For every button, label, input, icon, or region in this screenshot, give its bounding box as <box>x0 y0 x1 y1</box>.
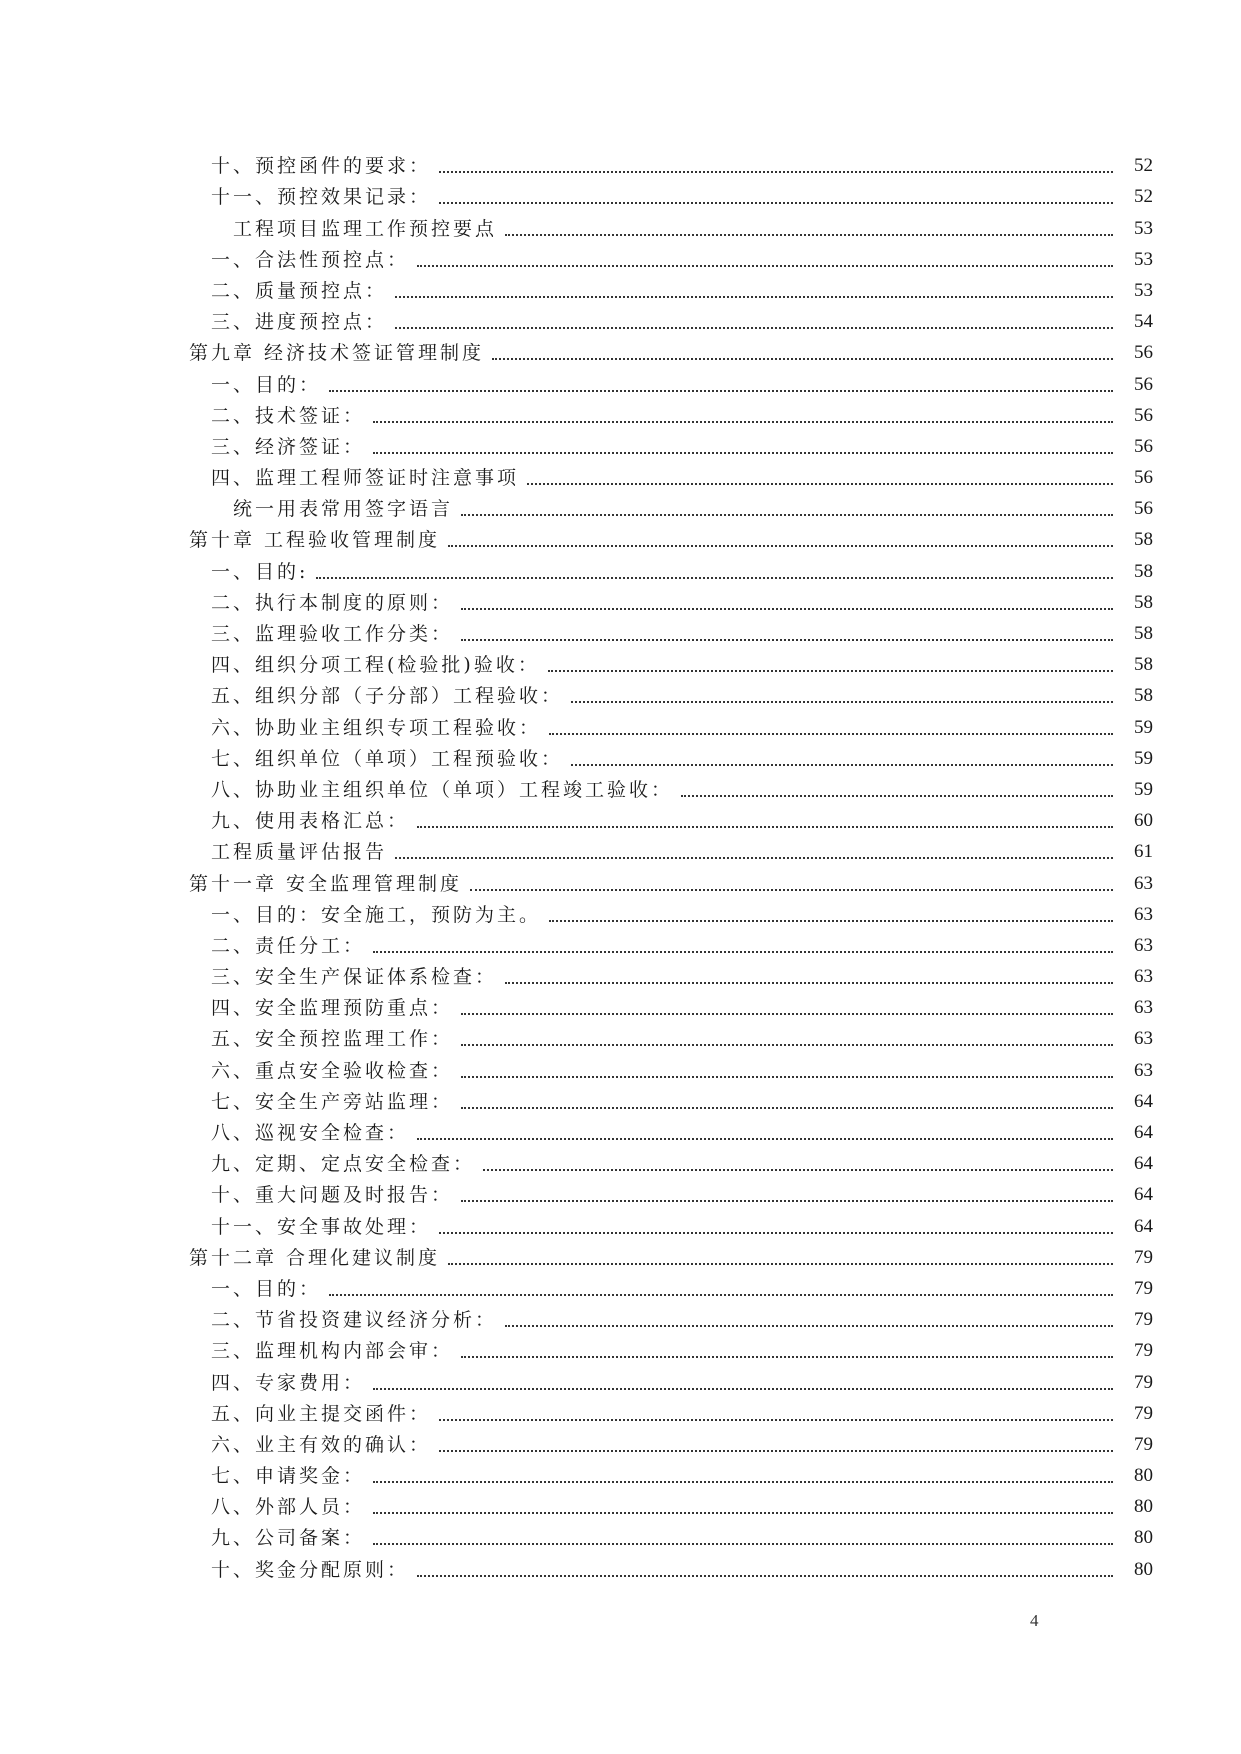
toc-entry-page: 58 <box>1134 560 1153 582</box>
toc-entry[interactable] <box>0 745 1241 776</box>
toc-entry[interactable] <box>0 1368 1241 1399</box>
toc-dot-leader <box>417 1571 1113 1577</box>
toc-entry[interactable] <box>0 1462 1241 1493</box>
toc-entry[interactable] <box>0 838 1241 869</box>
toc-entry[interactable] <box>0 1244 1241 1275</box>
toc-dot-leader <box>461 1103 1113 1109</box>
toc-entry-title: 八、外部人员： <box>211 1496 366 1519</box>
toc-dot-leader <box>439 1446 1113 1452</box>
toc-dot-leader <box>461 1040 1113 1046</box>
toc-entry-page: 64 <box>1134 1184 1153 1206</box>
toc-entry[interactable] <box>0 932 1241 963</box>
toc-entry-title: 一、目的： <box>211 1277 322 1300</box>
toc-entry-page: 59 <box>1134 747 1153 769</box>
toc-entry-page: 63 <box>1134 1059 1153 1081</box>
toc-entry-page: 80 <box>1134 1558 1153 1580</box>
toc-entry-title: 十一、预控效果记录： <box>211 186 432 209</box>
toc-entry-title: 第九章 经济技术签证管理制度 <box>189 342 485 365</box>
toc-entry[interactable] <box>0 1524 1241 1555</box>
toc-entry-page: 56 <box>1134 467 1153 489</box>
toc-entry[interactable] <box>0 1306 1241 1337</box>
toc-dot-leader <box>373 1384 1113 1390</box>
toc-entry-title: 二、质量预控点： <box>211 279 388 302</box>
toc-entry-page: 64 <box>1134 1122 1153 1143</box>
toc-entry-title: 二、节省投资建议经济分析： <box>211 1309 498 1332</box>
toc-dot-leader <box>492 354 1113 360</box>
toc-entry[interactable] <box>0 526 1241 557</box>
toc-entry[interactable] <box>0 1088 1241 1119</box>
toc-dot-leader <box>316 573 1113 579</box>
toc-entry-title: 四、监理工程师签证时注意事项 <box>211 467 520 490</box>
toc-entry[interactable] <box>0 1056 1241 1087</box>
toc-entry-title: 十一、安全事故处理： <box>211 1215 432 1238</box>
toc-entry-page: 63 <box>1134 1028 1153 1050</box>
toc-dot-leader <box>461 1009 1113 1015</box>
toc-entry[interactable] <box>0 1275 1241 1306</box>
toc-dot-leader <box>439 167 1113 173</box>
toc-entry[interactable] <box>0 339 1241 370</box>
toc-entry[interactable] <box>0 214 1241 245</box>
toc-entry[interactable] <box>0 433 1241 464</box>
toc-entry-page: 63 <box>1134 966 1153 988</box>
toc-entry-title: 七、安全生产旁站监理： <box>211 1090 454 1113</box>
toc-entry-page: 52 <box>1134 155 1153 177</box>
toc-entry-page: 79 <box>1134 1309 1153 1331</box>
toc-entry-page: 58 <box>1134 591 1153 613</box>
toc-entry-page: 58 <box>1134 623 1153 644</box>
toc-dot-leader <box>461 604 1113 610</box>
toc-entry[interactable] <box>0 869 1241 900</box>
toc-entry-page: 80 <box>1134 1496 1153 1518</box>
toc-entry-title: 第十一章 安全监理管理制度 <box>189 872 463 895</box>
toc-entry[interactable] <box>0 620 1241 651</box>
toc-entry-page: 54 <box>1134 311 1153 333</box>
toc-dot-leader <box>373 417 1113 423</box>
toc-entry[interactable] <box>0 807 1241 838</box>
toc-entry[interactable] <box>0 152 1241 183</box>
toc-entry-title: 工程项目监理工作预控要点 <box>233 217 498 240</box>
toc-entry-title: 十、重大问题及时报告： <box>211 1184 454 1207</box>
toc-dot-leader <box>373 1477 1113 1483</box>
toc-dot-leader <box>417 822 1113 828</box>
toc-dot-leader <box>461 1072 1113 1078</box>
toc-entry-page: 56 <box>1134 404 1153 426</box>
toc-entry-title: 五、组织分部（子分部）工程验收： <box>211 685 564 708</box>
toc-entry-title: 五、向业主提交函件： <box>211 1402 432 1425</box>
toc-entry-title: 六、业主有效的确认： <box>211 1433 432 1456</box>
toc-entry-title: 二、技术签证： <box>211 404 366 427</box>
toc-entry[interactable] <box>0 1025 1241 1056</box>
toc-entry[interactable] <box>0 1493 1241 1524</box>
toc-entry[interactable] <box>0 246 1241 277</box>
toc-entry-title: 统一用表常用签字语言 <box>233 498 454 521</box>
toc-dot-leader <box>439 1228 1113 1234</box>
toc-entry-title: 二、执行本制度的原则： <box>211 591 454 614</box>
toc-entry-page: 79 <box>1134 1371 1153 1393</box>
toc-entry-page: 56 <box>1134 498 1153 520</box>
toc-dot-leader <box>395 853 1113 859</box>
toc-dot-leader <box>395 292 1113 298</box>
toc-entry[interactable] <box>0 1431 1241 1462</box>
toc-entry-title: 三、监理机构内部会审： <box>211 1340 454 1363</box>
toc-entry-title: 一、目的: <box>211 560 309 583</box>
toc-dot-leader <box>571 697 1113 703</box>
toc-entry-title: 三、经济签证： <box>211 435 366 458</box>
toc-entry-title: 二、责任分工： <box>211 934 366 957</box>
toc-entry-title: 七、组织单位（单项）工程预验收： <box>211 747 564 770</box>
toc-dot-leader <box>448 1259 1113 1265</box>
toc-entry[interactable] <box>0 651 1241 682</box>
toc-entry-title: 十、预控函件的要求： <box>211 155 432 178</box>
toc-entry-page: 59 <box>1134 716 1153 738</box>
toc-entry-page: 60 <box>1134 810 1153 832</box>
toc-dot-leader <box>373 448 1113 454</box>
toc-entry-page: 63 <box>1134 934 1153 956</box>
toc-entry[interactable] <box>0 370 1241 401</box>
toc-entry-title: 三、安全生产保证体系检查： <box>211 966 498 989</box>
toc-entry-page: 64 <box>1134 1153 1153 1175</box>
toc-entry-page: 63 <box>1134 872 1153 894</box>
toc-entry-title: 六、重点安全验收检查： <box>211 1059 454 1082</box>
toc-entry-title: 六、协助业主组织专项工程验收： <box>211 716 542 739</box>
toc-entry-title: 十、奖金分配原则： <box>211 1558 410 1581</box>
toc-entry-title: 四、组织分项工程(检验批)验收： <box>211 654 540 677</box>
toc-entry-page: 56 <box>1134 373 1153 395</box>
toc-dot-leader <box>373 1539 1113 1545</box>
toc-dot-leader <box>373 947 1113 953</box>
toc-dot-leader <box>681 791 1113 797</box>
toc-dot-leader <box>548 666 1113 672</box>
toc-entry-title: 工程质量评估报告 <box>211 841 388 864</box>
toc-dot-leader <box>549 916 1113 922</box>
toc-dot-leader <box>571 760 1113 766</box>
toc-entry[interactable] <box>0 557 1241 588</box>
toc-dot-leader <box>373 1508 1113 1514</box>
toc-dot-leader <box>329 1290 1113 1296</box>
toc-entry[interactable] <box>0 495 1241 526</box>
toc-dot-leader <box>329 386 1113 392</box>
toc-entry[interactable] <box>0 901 1241 932</box>
toc-dot-leader <box>527 479 1113 485</box>
toc-entry[interactable] <box>0 1150 1241 1181</box>
toc-entry-page: 64 <box>1134 1090 1153 1112</box>
toc-dot-leader <box>461 1352 1113 1358</box>
toc-entry[interactable] <box>0 1555 1241 1586</box>
toc-entry-page: 79 <box>1134 1402 1153 1424</box>
toc-entry-page: 56 <box>1134 435 1153 457</box>
toc-entry[interactable] <box>0 1400 1241 1431</box>
toc-entry[interactable] <box>0 308 1241 339</box>
toc-entry-page: 80 <box>1134 1465 1153 1487</box>
toc-entry-title: 七、申请奖金： <box>211 1465 366 1488</box>
toc-entry-page: 53 <box>1134 279 1153 301</box>
page-number: 4 <box>1030 1611 1039 1630</box>
toc-entry-title: 第十二章 合理化建议制度 <box>189 1246 441 1269</box>
toc-entry-page: 58 <box>1134 685 1153 707</box>
toc-entry-title: 八、协助业主组织单位（单项）工程竣工验收： <box>211 778 674 801</box>
toc-entry-page: 79 <box>1134 1246 1153 1268</box>
toc-entry[interactable] <box>0 1119 1241 1150</box>
toc-dot-leader <box>395 323 1113 329</box>
table-of-contents <box>0 152 1241 1587</box>
toc-entry-title: 八、巡视安全检查： <box>211 1122 410 1144</box>
toc-dot-leader <box>505 1321 1113 1327</box>
toc-dot-leader <box>417 261 1113 267</box>
toc-entry-page: 80 <box>1134 1527 1153 1549</box>
toc-entry[interactable] <box>0 402 1241 433</box>
toc-entry[interactable] <box>0 1181 1241 1212</box>
toc-dot-leader <box>505 230 1113 236</box>
toc-entry-page: 79 <box>1134 1433 1153 1455</box>
toc-entry-title: 九、使用表格汇总： <box>211 810 410 833</box>
toc-entry[interactable] <box>0 963 1241 994</box>
toc-dot-leader <box>448 541 1113 547</box>
toc-dot-leader <box>461 635 1113 641</box>
toc-entry-page: 59 <box>1134 778 1153 800</box>
toc-entry-page: 61 <box>1134 841 1153 863</box>
toc-entry-page: 52 <box>1134 186 1153 208</box>
toc-entry-title: 一、合法性预控点： <box>211 248 410 271</box>
toc-entry[interactable] <box>0 776 1241 807</box>
toc-entry-page: 64 <box>1134 1215 1153 1237</box>
toc-entry[interactable] <box>0 183 1241 214</box>
toc-entry[interactable] <box>0 589 1241 620</box>
toc-entry-title: 九、定期、定点安全检查： <box>211 1153 476 1176</box>
toc-entry-title: 三、监理验收工作分类： <box>211 623 454 645</box>
toc-entry-title: 四、专家费用： <box>211 1371 366 1394</box>
toc-dot-leader <box>439 1415 1113 1421</box>
toc-entry[interactable] <box>0 1212 1241 1243</box>
toc-entry-page: 58 <box>1134 529 1153 551</box>
toc-entry[interactable] <box>0 713 1241 744</box>
toc-entry-title: 五、安全预控监理工作： <box>211 1028 454 1051</box>
toc-entry-title: 九、公司备案： <box>211 1527 366 1550</box>
toc-entry-page: 63 <box>1134 903 1153 925</box>
toc-entry-title: 三、进度预控点： <box>211 311 388 334</box>
toc-entry-title: 四、安全监理预防重点： <box>211 997 454 1020</box>
toc-dot-leader <box>505 978 1113 984</box>
toc-entry-page: 58 <box>1134 654 1153 676</box>
toc-entry[interactable] <box>0 994 1241 1025</box>
toc-entry[interactable] <box>0 682 1241 713</box>
toc-dot-leader <box>417 1134 1113 1140</box>
toc-entry[interactable] <box>0 277 1241 308</box>
toc-dot-leader <box>483 1165 1113 1171</box>
toc-dot-leader <box>470 885 1113 891</box>
toc-entry-page: 79 <box>1134 1340 1153 1362</box>
toc-dot-leader <box>439 198 1113 204</box>
toc-dot-leader <box>461 1196 1113 1202</box>
toc-entry-title: 一、目的： <box>211 373 322 396</box>
toc-dot-leader <box>549 729 1113 735</box>
toc-entry-title: 第十章 工程验收管理制度 <box>189 529 441 552</box>
toc-entry[interactable] <box>0 464 1241 495</box>
toc-entry-page: 63 <box>1134 997 1153 1019</box>
toc-entry-title: 一、目的：安全施工，预防为主。 <box>211 903 542 926</box>
toc-entry-page: 56 <box>1134 342 1153 364</box>
toc-entry-page: 53 <box>1134 217 1153 239</box>
toc-dot-leader <box>461 510 1113 516</box>
toc-entry-page: 53 <box>1134 248 1153 270</box>
toc-entry[interactable] <box>0 1337 1241 1368</box>
toc-entry-page: 79 <box>1134 1277 1153 1299</box>
